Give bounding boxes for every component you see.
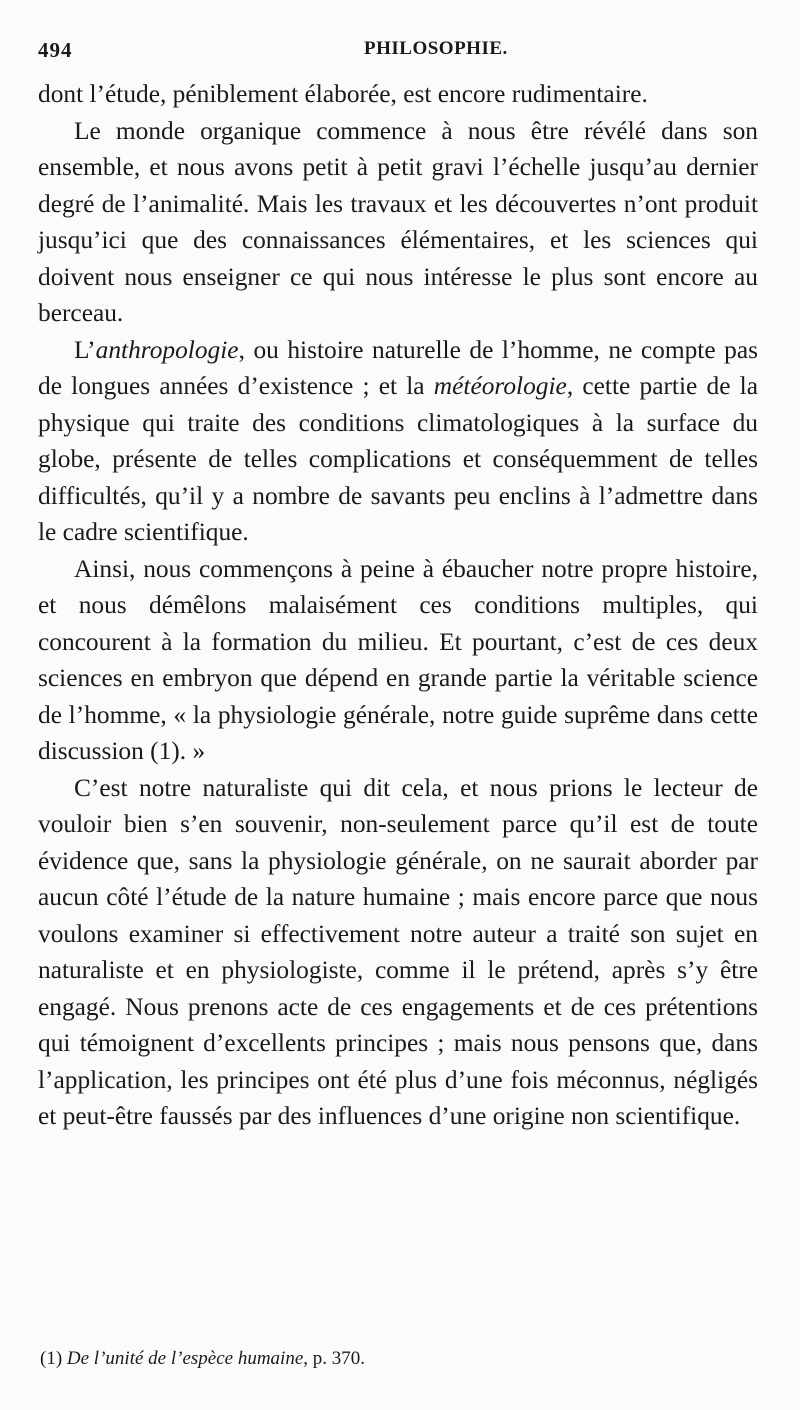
anthropology-rest: , cette partie de la physique qui traite des conditions climatologiques à la surface du globe, présente de telles complications et conséquemment de telles difficultés, qu’il y a nombre de savants peu enclins à l’admettre dans le cadre scientifique.: [38, 372, 759, 546]
page-header: [38, 38, 760, 68]
footnote-marker: (1): [40, 1348, 63, 1369]
anthropology-term: anthropologie: [95, 335, 239, 364]
paragraph-anthropology: [38, 332, 758, 551]
footnote-title: De l’unité de l’espèce humaine: [66, 1348, 304, 1369]
page-number: 494: [38, 38, 73, 62]
anthropology-prefix: L’: [74, 335, 96, 364]
meteorology-term: météorologie: [433, 372, 567, 400]
paragraph-our-history: Ainsi, nous commençons à peine à ébaucher notre propre histoire, et nous démêlons malaisément ces conditions multiples, qui concourent à la formation du milieu. Et pourtant, c’est de ces deux sciences en embryon que dépend en grande partie la véritable science de l’homme, « la physiologie générale, notre guide suprême dans cette discussion (1). »: [38, 554, 758, 765]
paragraph-continuation: dont l’étude, péniblement élaborée, est encore rudimentaire.: [38, 80, 648, 108]
footnote: [40, 1346, 740, 1372]
paragraph-naturalist: C’est notre naturaliste qui dit cela, et nous prions le lecteur de vouloir bien s’en souvenir, non-seulement parce qu’il est de toute évidence que, sans la physiologie générale, on ne saurait aborder par aucun côté l’étude de la nature humaine ; mais encore parce que nous voulons examiner si effectivement notre auteur a traité son sujet en naturaliste et en physiologiste, comme il le prétend, après s’y être engagé. Nous prenons acte de ces engagements et de ces prétentions qui témoignent d’excellents principes ; mais nous pensons que, dans l’application, les principes ont été plus d’une fois méconnus, négligés et peut-être faussés par des influences d’une origine non scientifique.: [38, 773, 758, 1130]
body-text: [38, 76, 758, 1135]
anthropology-middle: , ou histoire naturelle de l’homme, ne compte pas de longues années d’existence ; et la: [38, 335, 758, 400]
footnote-page-ref: , p. 370.: [303, 1348, 366, 1369]
running-title: PHILOSOPHIE.: [364, 38, 508, 59]
paragraph-organic-world: Le monde organique commence à nous être révélé dans son ensemble, et nous avons petit à petit gravi l’échelle jusqu’au dernier degré de l’animalité. Mais les travaux et les découvertes n’ont produit jusqu’ici que des connaissances élémentaires, et les sciences qui doivent nous enseigner ce qui nous intéresse le plus sont encore au berceau.: [38, 116, 758, 327]
